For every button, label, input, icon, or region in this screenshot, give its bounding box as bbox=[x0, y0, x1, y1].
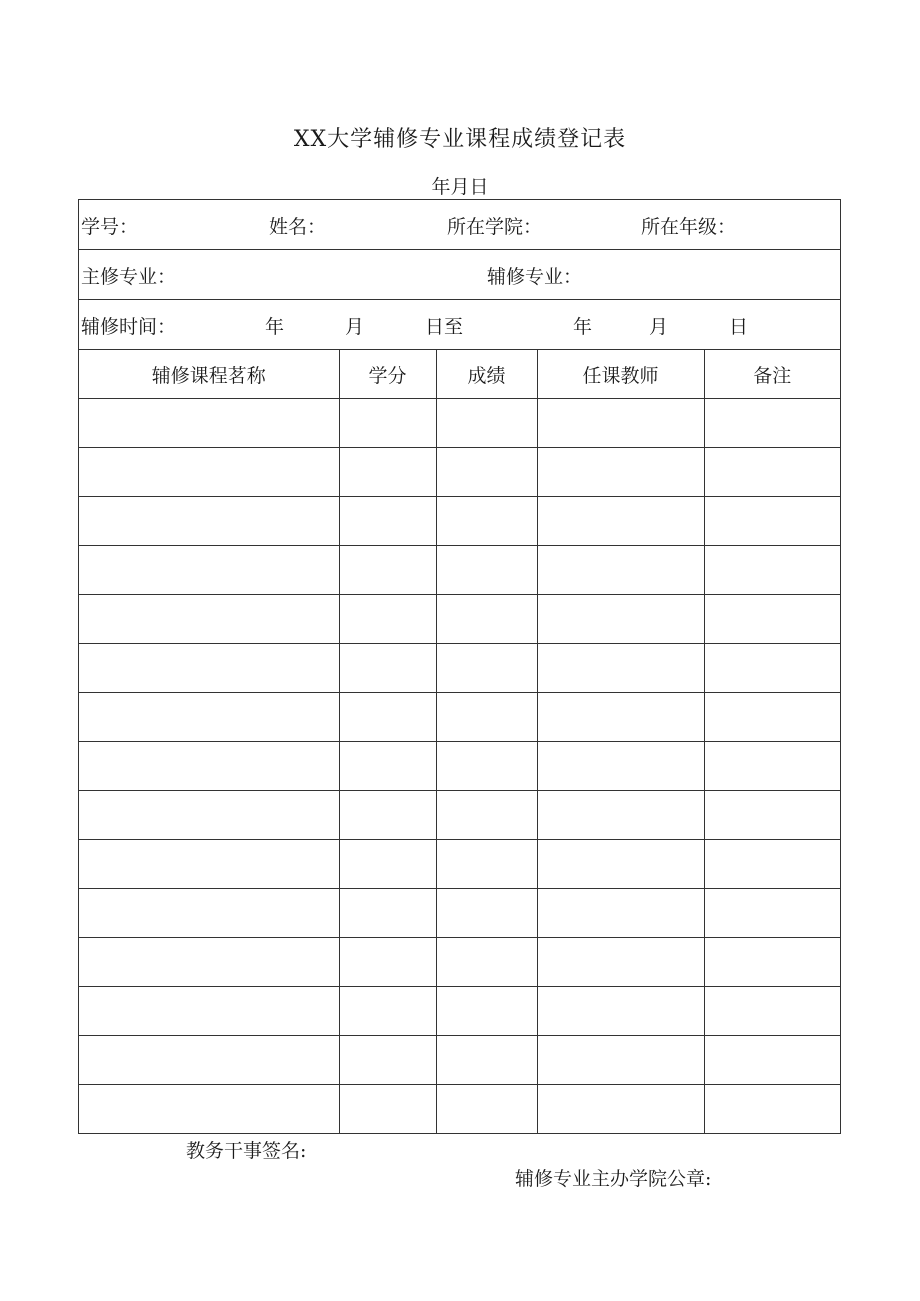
remarks-cell[interactable] bbox=[704, 497, 840, 546]
score-cell[interactable] bbox=[436, 742, 537, 791]
credits-cell[interactable] bbox=[339, 987, 436, 1036]
officer-signature-label: 教务干事签名: bbox=[186, 1140, 307, 1162]
info-row-period bbox=[79, 300, 840, 350]
table-row bbox=[79, 1036, 840, 1085]
score-cell[interactable] bbox=[436, 987, 537, 1036]
course-name-cell[interactable] bbox=[79, 595, 339, 644]
table-row bbox=[79, 399, 840, 448]
table-row bbox=[79, 1085, 840, 1134]
table-row bbox=[79, 938, 840, 987]
score-cell[interactable] bbox=[436, 497, 537, 546]
course-name-cell[interactable] bbox=[79, 497, 339, 546]
credits-cell[interactable] bbox=[339, 546, 436, 595]
course-name-cell[interactable] bbox=[79, 1036, 339, 1085]
score-cell[interactable] bbox=[436, 448, 537, 497]
table-row bbox=[79, 791, 840, 840]
form-title: XX大学辅修专业课程成绩登记表 bbox=[293, 127, 627, 152]
score-cell[interactable] bbox=[436, 1085, 537, 1134]
remarks-cell[interactable] bbox=[704, 938, 840, 987]
teacher-cell[interactable] bbox=[537, 399, 704, 448]
remarks-cell[interactable] bbox=[704, 399, 840, 448]
credits-cell[interactable] bbox=[339, 791, 436, 840]
remarks-cell[interactable] bbox=[704, 1036, 840, 1085]
teacher-cell[interactable] bbox=[537, 546, 704, 595]
course-table bbox=[79, 350, 840, 1133]
teacher-cell[interactable] bbox=[537, 889, 704, 938]
table-row bbox=[79, 595, 840, 644]
credits-cell[interactable] bbox=[339, 595, 436, 644]
header-score: 成绩 bbox=[436, 350, 537, 399]
header-remarks: 备注 bbox=[704, 350, 840, 399]
name-label: 姓名： bbox=[269, 216, 327, 238]
score-cell[interactable] bbox=[436, 693, 537, 742]
credits-cell[interactable] bbox=[339, 448, 436, 497]
end-day-label: 日 bbox=[729, 316, 749, 338]
header-teacher: 任课教师 bbox=[537, 350, 704, 399]
table-row bbox=[79, 644, 840, 693]
credits-cell[interactable] bbox=[339, 840, 436, 889]
course-name-cell[interactable] bbox=[79, 742, 339, 791]
course-name-cell[interactable] bbox=[79, 693, 339, 742]
remarks-cell[interactable] bbox=[704, 889, 840, 938]
credits-cell[interactable] bbox=[339, 399, 436, 448]
course-name-cell[interactable] bbox=[79, 987, 339, 1036]
remarks-cell[interactable] bbox=[704, 644, 840, 693]
end-month-label: 月 bbox=[649, 316, 669, 338]
score-cell[interactable] bbox=[436, 938, 537, 987]
table-row bbox=[79, 987, 840, 1036]
remarks-cell[interactable] bbox=[704, 840, 840, 889]
course-name-cell[interactable] bbox=[79, 644, 339, 693]
teacher-cell[interactable] bbox=[537, 644, 704, 693]
score-cell[interactable] bbox=[436, 889, 537, 938]
remarks-cell[interactable] bbox=[704, 987, 840, 1036]
table-row bbox=[79, 742, 840, 791]
remarks-cell[interactable] bbox=[704, 546, 840, 595]
course-name-cell[interactable] bbox=[79, 791, 339, 840]
credits-cell[interactable] bbox=[339, 742, 436, 791]
course-name-cell[interactable] bbox=[79, 840, 339, 889]
start-day-to-label: 日至 bbox=[425, 316, 464, 338]
credits-cell[interactable] bbox=[339, 497, 436, 546]
remarks-cell[interactable] bbox=[704, 791, 840, 840]
credits-cell[interactable] bbox=[339, 1085, 436, 1134]
remarks-cell[interactable] bbox=[704, 448, 840, 497]
teacher-cell[interactable] bbox=[537, 448, 704, 497]
course-name-cell[interactable] bbox=[79, 399, 339, 448]
score-cell[interactable] bbox=[436, 1036, 537, 1085]
major-label: 主修专业： bbox=[81, 266, 177, 288]
registration-form bbox=[78, 199, 841, 1134]
score-cell[interactable] bbox=[436, 546, 537, 595]
start-year-label: 年 bbox=[265, 316, 285, 338]
remarks-cell[interactable] bbox=[704, 595, 840, 644]
table-header-row bbox=[79, 350, 840, 399]
score-cell[interactable] bbox=[436, 791, 537, 840]
score-cell[interactable] bbox=[436, 595, 537, 644]
course-name-cell[interactable] bbox=[79, 1085, 339, 1134]
college-label: 所在学院： bbox=[447, 216, 543, 238]
credits-cell[interactable] bbox=[339, 644, 436, 693]
teacher-cell[interactable] bbox=[537, 791, 704, 840]
header-course-name: 辅修课程茗称 bbox=[79, 350, 339, 399]
grade-label: 所在年级： bbox=[641, 216, 737, 238]
college-seal-label: 辅修专业主办学院公章: bbox=[515, 1168, 712, 1190]
score-cell[interactable] bbox=[436, 644, 537, 693]
teacher-cell[interactable] bbox=[537, 1085, 704, 1134]
teacher-cell[interactable] bbox=[537, 987, 704, 1036]
score-cell[interactable] bbox=[436, 399, 537, 448]
student-id-label: 学号： bbox=[81, 216, 139, 238]
course-name-cell[interactable] bbox=[79, 546, 339, 595]
teacher-cell[interactable] bbox=[537, 1036, 704, 1085]
teacher-cell[interactable] bbox=[537, 742, 704, 791]
info-row-identity bbox=[79, 200, 840, 250]
course-name-cell[interactable] bbox=[79, 448, 339, 497]
teacher-cell[interactable] bbox=[537, 497, 704, 546]
table-row bbox=[79, 497, 840, 546]
end-year-label: 年 bbox=[573, 316, 593, 338]
course-name-cell[interactable] bbox=[79, 889, 339, 938]
minor-label: 辅修专业： bbox=[487, 266, 583, 288]
table-row bbox=[79, 889, 840, 938]
teacher-cell[interactable] bbox=[537, 693, 704, 742]
table-row bbox=[79, 693, 840, 742]
credits-cell[interactable] bbox=[339, 938, 436, 987]
table-row bbox=[79, 546, 840, 595]
score-cell[interactable] bbox=[436, 840, 537, 889]
start-month-label: 月 bbox=[345, 316, 365, 338]
credits-cell[interactable] bbox=[339, 1036, 436, 1085]
remarks-cell[interactable] bbox=[704, 742, 840, 791]
teacher-cell[interactable] bbox=[537, 840, 704, 889]
teacher-cell[interactable] bbox=[537, 595, 704, 644]
table-row bbox=[79, 840, 840, 889]
teacher-cell[interactable] bbox=[537, 938, 704, 987]
course-name-cell[interactable] bbox=[79, 938, 339, 987]
info-row-majors bbox=[79, 250, 840, 300]
remarks-cell[interactable] bbox=[704, 1085, 840, 1134]
table-row bbox=[79, 448, 840, 497]
date-line: 年月日 bbox=[431, 176, 489, 198]
remarks-cell[interactable] bbox=[704, 693, 840, 742]
credits-cell[interactable] bbox=[339, 693, 436, 742]
credits-cell[interactable] bbox=[339, 889, 436, 938]
period-label: 辅修时间： bbox=[81, 316, 177, 338]
header-credits: 学分 bbox=[339, 350, 436, 399]
